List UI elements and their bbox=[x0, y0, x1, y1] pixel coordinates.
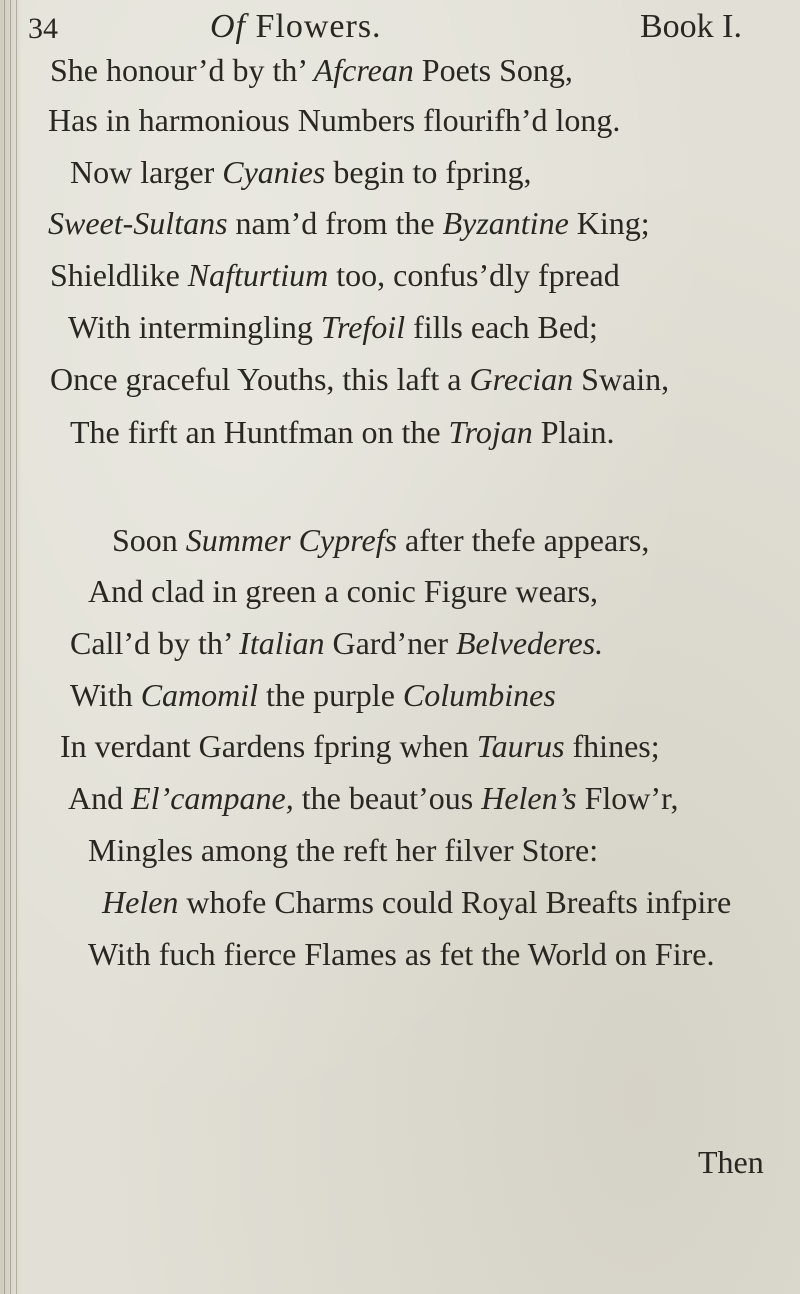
verse-text: Poets Song, bbox=[413, 52, 573, 88]
gutter-line bbox=[4, 0, 5, 1294]
verse-text: too, confus’dly fpread bbox=[328, 257, 620, 293]
verse-text: Has in harmonious Numbers flourifh’d long. bbox=[48, 102, 621, 138]
verse-text: Gard’ner bbox=[324, 625, 456, 661]
verse-text: With intermingling bbox=[68, 309, 321, 345]
verse-line bbox=[50, 359, 669, 399]
italic-word: Byzantine bbox=[442, 205, 569, 241]
page-number: 34 bbox=[28, 12, 58, 45]
verse-text: nam’d from the bbox=[227, 205, 443, 241]
verse-line bbox=[50, 255, 620, 295]
gutter-line bbox=[16, 0, 17, 1294]
verse-line bbox=[70, 623, 603, 663]
verse-line bbox=[50, 50, 573, 90]
verse-line bbox=[88, 934, 714, 974]
verse-text: With fuch fierce Flames as fet the World on Fire. bbox=[88, 936, 715, 972]
italic-word: Grecian bbox=[469, 361, 574, 397]
verse-line bbox=[88, 571, 598, 611]
page-gutter-shadow bbox=[0, 0, 22, 1294]
running-title-rest: Flowers. bbox=[255, 8, 382, 45]
verse-text: And clad in green a conic Figure wears, bbox=[88, 573, 599, 609]
book-reference: Book I. bbox=[640, 8, 742, 45]
verse-text: Once graceful Youths, this laft a bbox=[50, 361, 470, 397]
verse-text: fhines; bbox=[564, 728, 660, 764]
italic-word: Helen bbox=[102, 884, 179, 920]
verse-text: Flow’r, bbox=[576, 780, 679, 816]
verse-text: whofe Charms could Royal Breafts infpire bbox=[178, 884, 732, 920]
gutter-line bbox=[10, 0, 11, 1294]
verse-text: Swain, bbox=[573, 361, 670, 397]
italic-word: Columbines bbox=[402, 677, 556, 713]
verse-text: King; bbox=[568, 205, 650, 241]
verse-line bbox=[70, 152, 532, 192]
running-title bbox=[210, 8, 382, 46]
verse-text: begin to fpring, bbox=[325, 154, 532, 190]
verse-text: the purple bbox=[258, 677, 403, 713]
verse-text: Plain. bbox=[532, 414, 615, 450]
italic-word: Sweet-Sultans bbox=[48, 205, 228, 241]
italic-word: Camomil bbox=[140, 677, 259, 713]
italic-word: Trefoil bbox=[320, 309, 406, 345]
verse-text: fills each Bed; bbox=[405, 309, 598, 345]
italic-word: Nafturtium bbox=[187, 257, 329, 293]
verse-text: after thefe appears, bbox=[397, 522, 650, 558]
italic-word: Afcrean bbox=[313, 52, 414, 88]
verse-line bbox=[48, 203, 650, 243]
page-header bbox=[0, 2, 800, 52]
verse-line bbox=[112, 520, 649, 560]
verse-text: Shieldlike bbox=[50, 257, 188, 293]
italic-word: Taurus bbox=[476, 728, 565, 764]
italic-word: Cyanies bbox=[222, 154, 326, 190]
running-title-of: Of bbox=[210, 8, 246, 45]
verse-text: Mingles among the reft her filver Store: bbox=[88, 832, 599, 868]
verse-text: And bbox=[68, 780, 132, 816]
verse-line bbox=[68, 307, 598, 347]
verse-line bbox=[102, 882, 731, 922]
verse-text: Now larger bbox=[70, 154, 223, 190]
verse-text: She honour’d by th’ bbox=[50, 52, 314, 88]
catchword: Then bbox=[698, 1144, 764, 1180]
verse-line bbox=[60, 726, 660, 766]
verse-line bbox=[70, 675, 556, 715]
verse-line bbox=[70, 412, 615, 452]
italic-word: El’campane, bbox=[131, 780, 294, 816]
verse-text: Call’d by th’ bbox=[70, 625, 240, 661]
italic-word: Belvederes. bbox=[455, 625, 604, 661]
verse-text: In verdant Gardens fpring when bbox=[60, 728, 477, 764]
italic-word: Helen’s bbox=[481, 780, 577, 816]
verse-text: the beaut’ous bbox=[293, 780, 482, 816]
italic-word: Italian bbox=[239, 625, 325, 661]
verse-line bbox=[48, 100, 620, 140]
verse-line bbox=[68, 778, 678, 818]
verse-text: With bbox=[70, 677, 141, 713]
italic-word: Trojan bbox=[448, 414, 533, 450]
verse-text: Soon bbox=[112, 522, 186, 558]
verse-line bbox=[88, 830, 598, 870]
italic-word: Summer Cyprefs bbox=[185, 522, 398, 558]
verse-text: The firft an Huntfman on the bbox=[70, 414, 449, 450]
